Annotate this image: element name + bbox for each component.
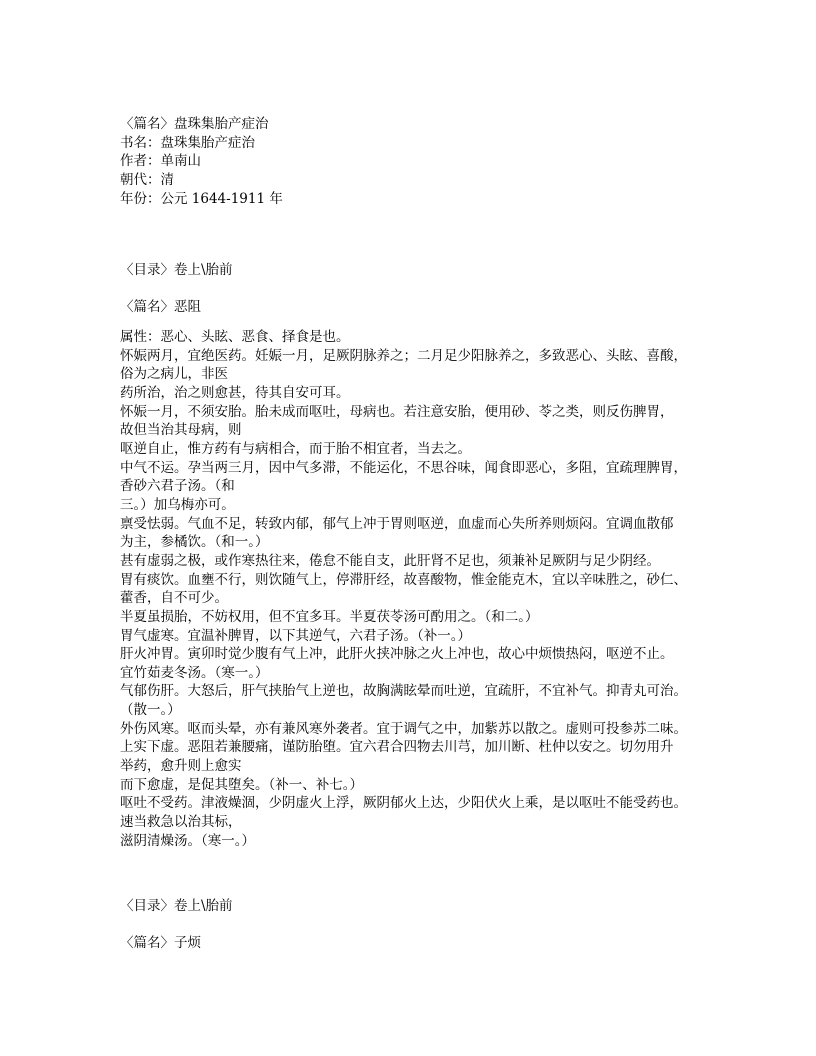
section-title: 〈篇名〉子烦 <box>120 935 201 951</box>
body-line: 外伤风寒。呕而头晕，亦有兼风寒外袭者。宜于调气之中，加紫苏以散之。虚则可投参苏二味。 <box>120 720 687 737</box>
section-catalog: 〈目录〉卷上\胎前 <box>120 262 233 278</box>
body-line: 藿香，自不可少。 <box>120 590 228 607</box>
body-line: 气郁伤肝。大怒后，肝气挟胎气上逆也，故胸满眩晕而吐逆，宜疏肝，不宜补气。抑青丸可治。 <box>120 683 687 700</box>
body-line: 胃气虚寒。宜温补脾胃，以下其逆气，六君子汤。（补一。） <box>120 627 471 644</box>
body-line: 为主，参橘饮。（和一。） <box>120 534 269 551</box>
body-line: 三。）加乌梅亦可。 <box>120 496 235 513</box>
body-line: 速当救急以治其标， <box>120 814 242 831</box>
body-line: 中气不运。孕当两三月，因中气多滞，不能运化，不思谷味，闻食即恶心，多阻，宜疏理脾胃， <box>120 459 687 476</box>
header-line: 书名：盘珠集胎产症治 <box>120 134 255 151</box>
body-line: 怀娠两月，宜绝医药。妊娠一月，足厥阴脉养之；二月足少阳脉养之，多致恶心、头眩、喜酸， <box>120 347 687 364</box>
body-line: 而下愈虚，是促其堕矣。（补一、补七。） <box>120 776 363 793</box>
body-line: 呕吐不受药。津液燥涸，少阴虚火上浮，厥阴郁火上达，少阳伏火上乘，是以呕吐不能受药也。 <box>120 795 687 812</box>
header-line: 朝代：清 <box>120 171 174 188</box>
body-line: 上实下虚。恶阻若兼腰痛，谨防胎堕。宜六君合四物去川芎，加川断、杜仲以安之。切勿用升 <box>120 739 674 756</box>
body-line: 故但当治其母病，则 <box>120 422 242 439</box>
body-line: 甚有虚弱之极，或作寒热往来，倦怠不能自支，此肝肾不足也，须兼补足厥阴与足少阴经。 <box>120 552 660 569</box>
document-header <box>120 115 720 208</box>
body-line: 胃有痰饮。血壅不行，则饮随气上，停滞肝经，故喜酸物，惟金能克木，宜以辛味胜之，砂仁、 <box>120 571 687 588</box>
body-line: 半夏虽损胎，不妨权用，但不宜多耳。半夏茯苓汤可酌用之。（和二。） <box>120 608 539 625</box>
section-catalog: 〈目录〉卷上\胎前 <box>120 898 233 914</box>
body-line: 属性：恶心、头眩、恶食、择食是也。 <box>120 329 350 345</box>
body-line: 俗为之病儿，非医 <box>120 366 228 383</box>
body-line: 怀娠一月，不须安胎。胎未成而呕吐，母病也。若注意安胎，便用砂、苓之类，则反伤脾胃， <box>120 403 674 420</box>
section-title: 〈篇名〉恶阻 <box>120 299 201 315</box>
body-line: （散一。） <box>120 702 181 719</box>
body-line: 肝火冲胃。寅卯时觉少腹有气上冲，此肝火挟冲脉之火上冲也，故心中烦愦热闷，呕逆不止。 <box>120 646 674 663</box>
body-line: 呕逆自止，惟方药有与病相合，而于胎不相宜者，当去之。 <box>120 440 471 457</box>
header-line: 作者：单南山 <box>120 153 201 170</box>
header-line: 年份：公元 1644-1911 年 <box>120 190 283 207</box>
section-body <box>120 328 720 850</box>
body-line: 药所治，治之则愈甚，待其自安可耳。 <box>120 384 350 401</box>
body-line: 禀受怯弱。气血不足，转致内郁，郁气上冲于胃则呕逆，血虚而心失所养则烦闷。宜调血散郁 <box>120 515 674 532</box>
body-line: 滋阴清燥汤。（寒一。） <box>120 832 255 849</box>
body-line: 宜竹茹麦冬汤。（寒一。） <box>120 664 269 681</box>
body-line: 举药，愈升则上愈实 <box>120 758 242 775</box>
header-line: 〈篇名〉盘珠集胎产症治 <box>120 116 269 132</box>
body-line: 香砂六君子汤。（和 <box>120 478 235 495</box>
